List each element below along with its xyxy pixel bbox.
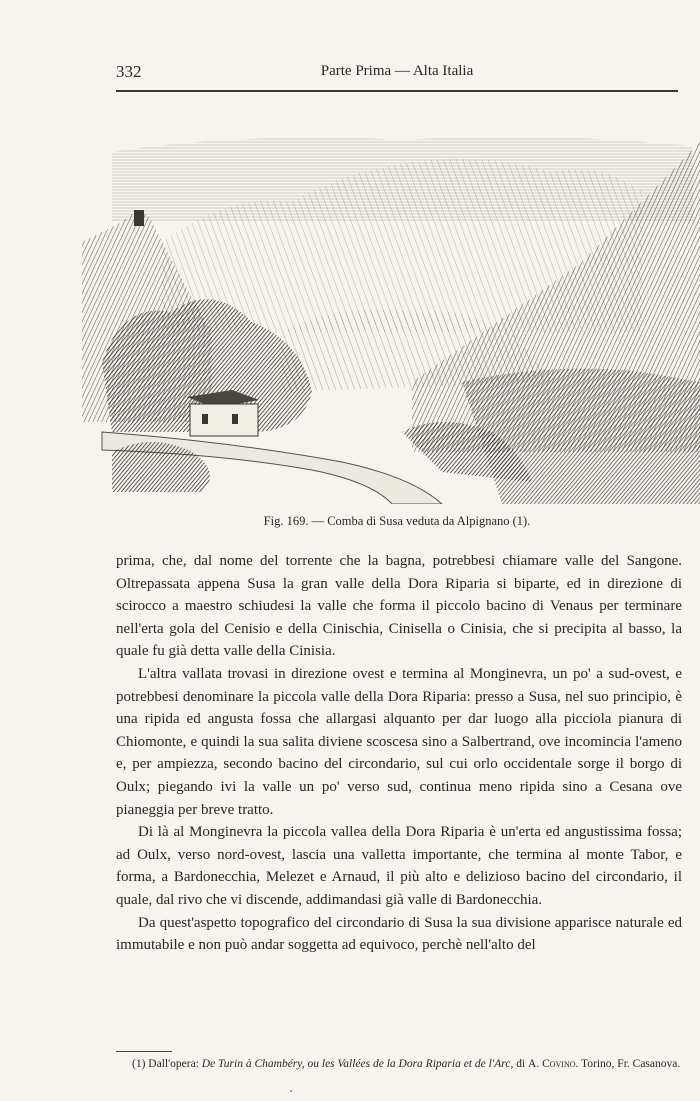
footnote-author-prefix: , di (510, 1058, 529, 1070)
footnote-marker: (1) Dall'opera: (132, 1058, 202, 1070)
running-title: Parte Prima — Alta Italia (320, 63, 474, 79)
house (187, 390, 259, 436)
paragraph: Di là al Monginevra la piccola vallea della Dora Riparia è un'erta ed angustissima fossa; ad Oulx, verso nord-ovest, lascia una valletta importante, che termina al monte Tabor, e forma, a Bardonecchia, Melezet e Arnaud, il più alto e delizioso bacino del circondario, il quale, dal rivo che vi discende, addimandasi già valle di Bardonecchia. (116, 824, 682, 908)
page-number: 332 (116, 62, 142, 81)
footnote-publisher: . Torino, Fr. Casanova. (575, 1058, 681, 1070)
footnote-rule (116, 1051, 172, 1052)
footnote-work-title: De Turin à Chambéry, ou les Vallées de la Dora Riparia et de l'Arc (201, 1058, 511, 1070)
paragraph: L'altra vallata trovasi in direzione ovest e termina al Monginevra, un po' a sud-ovest, e potrebbesi denominare la piccola valle della Dora Riparia: presso a Susa, nel suo principio, è una ripida ed angusta fossa che allargasi alquanto per dar luogo alla picciola pianura di Chiomonte, e quindi la sua salita diviene scoscesa sino a Salbertrand, ove incomincia l'ameno e, per ampiezza, secondo bacino del circondario, sul cui orlo occidentale sorge il borgo di Oulx; piegando ivi la valle un po' verso sud, continua meno ripida sino a Cesana ove pianeggia per breve tratto. (116, 665, 682, 818)
figure-caption: Fig. 169. — Comba di Susa veduta da Alpignano (1). (263, 514, 531, 528)
header-rule (116, 90, 678, 92)
paragraph: Da quest'aspetto topografico del circondario di Susa la sua divisione apparisce naturale ed immutabile e non può andar soggetta ad equivoco, perchè nell'alto del (116, 914, 682, 954)
footnote (116, 1056, 686, 1073)
landscape-engraving (82, 132, 700, 504)
page-speck (290, 1090, 292, 1092)
running-header (116, 62, 678, 84)
footnote-author: A. Covino (528, 1058, 576, 1070)
tower (134, 210, 144, 226)
engraving-illustration (82, 132, 700, 504)
paragraph: prima, che, dal nome del torrente che la bagna, potrebbesi chiamare valle del Sangone. Oltrepassata appena Susa la gran valle della Dora Riparia si biparte, ed in direzione di scirocco a maestro schiudesi la valle che forma il piccolo bacino di Venaus per terminare nell'erta gola del Cenisio e della Cinischia, Cinisella o Cinisia, che si precipita al basso, la quale fu già detta valle della Cinisia. (116, 553, 682, 660)
body-text (116, 550, 682, 957)
